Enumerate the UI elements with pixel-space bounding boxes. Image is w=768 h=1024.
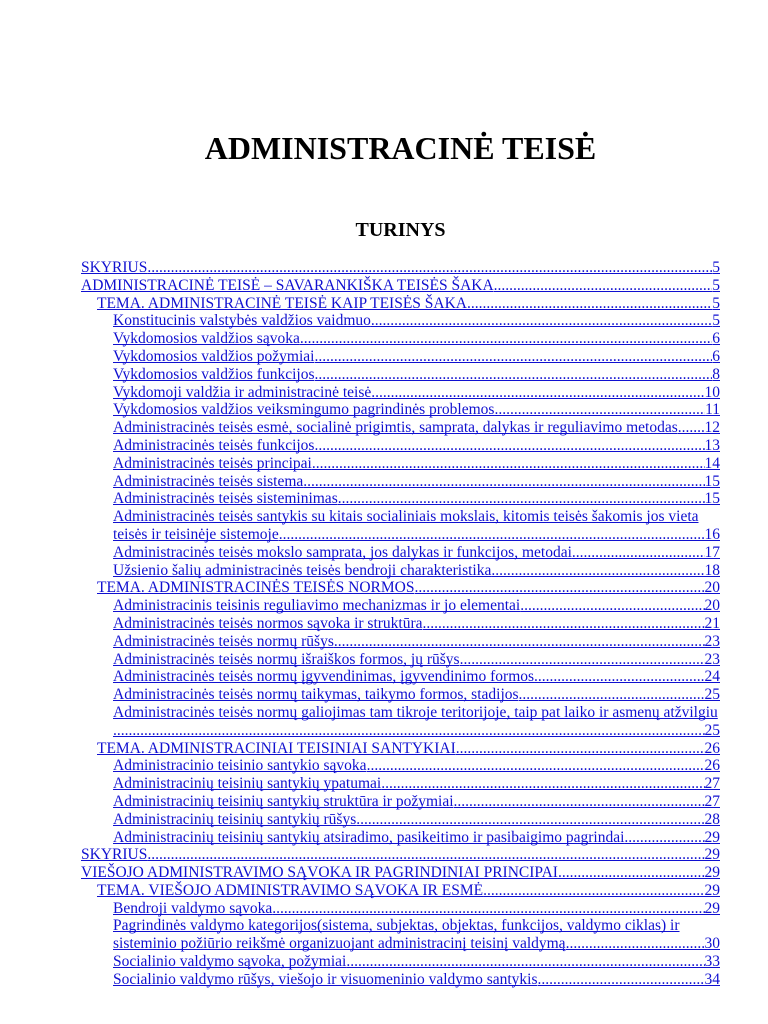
toc-entry[interactable] (113, 633, 720, 651)
toc-page-number[interactable]: 5 (712, 259, 720, 276)
toc-entry[interactable] (113, 757, 720, 775)
toc-entry[interactable] (81, 259, 720, 277)
toc-page-number[interactable]: 26 (704, 739, 720, 757)
toc-entry-title[interactable]: Socialinio valdymo rūšys, viešojo ir visuomeninio valdymo santykis (113, 970, 538, 988)
toc-page-number[interactable]: 26 (704, 757, 720, 775)
toc-page-number[interactable]: 11 (705, 401, 720, 419)
toc-page-number[interactable]: 27 (704, 775, 720, 793)
toc-line[interactable] (97, 740, 720, 758)
toc-leader[interactable] (520, 597, 720, 615)
toc-leader[interactable] (572, 544, 720, 562)
dot-leader (460, 651, 705, 669)
toc-page-number[interactable]: 29 (704, 881, 720, 899)
toc-line[interactable] (81, 259, 720, 277)
toc-line[interactable] (113, 384, 720, 402)
toc-entry-title[interactable]: Administracinės teisės santykis su kitais socialiniais mokslais, kitomis teisės šakomis jos vieta (113, 508, 699, 526)
toc-leader[interactable] (314, 437, 720, 455)
toc-entry-title[interactable]: Bendroji valdymo sąvoka (113, 899, 273, 917)
toc-entry[interactable] (113, 544, 720, 562)
toc-leader[interactable] (566, 935, 720, 953)
toc-page-number[interactable]: 24 (704, 668, 720, 686)
toc-line[interactable] (113, 775, 720, 793)
toc-line[interactable] (113, 544, 720, 562)
dot-leader (113, 722, 705, 740)
toc-entry-title[interactable]: Administracinės teisės sisteminimas (113, 490, 338, 508)
toc-entry-title[interactable]: Administracinės teisės normų rūšys (113, 632, 334, 650)
toc-entry-title[interactable]: teisės ir teisinėje sistemoje (113, 525, 279, 543)
toc-page-number[interactable]: 10 (704, 383, 720, 401)
toc-page-number[interactable]: 16 (704, 525, 720, 543)
toc-entry[interactable] (113, 917, 720, 953)
toc-leader[interactable] (371, 384, 720, 402)
toc-entry[interactable] (113, 775, 720, 793)
toc-leader[interactable] (558, 864, 720, 882)
toc-entry[interactable] (113, 953, 720, 971)
dot-leader (467, 295, 712, 313)
toc-entry[interactable] (97, 740, 720, 758)
toc-page-number[interactable]: 14 (704, 454, 720, 472)
document-title: ADMINISTRACINĖ TEISĖ (204, 130, 597, 166)
toc-leader[interactable] (300, 330, 720, 348)
toc-line[interactable] (113, 597, 720, 615)
dot-leader (491, 562, 704, 580)
dot-leader (415, 579, 705, 597)
toc-line[interactable] (97, 579, 720, 597)
toc-heading: TURINYS (355, 219, 446, 241)
toc-entry-title[interactable]: TEMA. ADMINISTRACINĖS TEISĖS NORMOS (97, 579, 415, 597)
toc-entry-title[interactable]: Vykdomosios valdžios požymiai (113, 347, 315, 365)
toc-line[interactable] (113, 953, 720, 971)
toc-line[interactable] (113, 419, 720, 437)
dot-leader (334, 633, 705, 651)
toc-entry-title[interactable]: Administracinės teisės funkcijos (113, 436, 315, 454)
toc-line[interactable] (113, 348, 720, 366)
toc-entry-title[interactable]: Administracinių teisinių santykių rūšys (113, 810, 357, 828)
toc-leader[interactable] (538, 971, 720, 989)
toc-entry[interactable] (113, 312, 720, 330)
dot-leader (494, 401, 705, 419)
toc-leader[interactable] (460, 651, 720, 669)
toc-page-number[interactable]: 5 (712, 294, 720, 312)
toc-entry[interactable] (113, 437, 720, 455)
toc-entry-title[interactable]: Administracinės teisės normų išraiškos formos, jų rūšys (113, 650, 460, 668)
toc-leader[interactable] (456, 740, 720, 758)
toc-page-number[interactable]: 30 (704, 935, 720, 953)
dot-leader (520, 597, 704, 615)
toc-line[interactable] (113, 401, 720, 419)
toc-entry-title[interactable]: TEMA. ADMINISTRACINIAI TEISINIAI SANTYKIAI (97, 739, 456, 757)
toc-entry[interactable] (113, 668, 720, 686)
toc-entry-title[interactable]: Užsienio šalių administracinės teisės bendroji charakteristika (113, 561, 492, 579)
toc-line[interactable] (113, 793, 720, 811)
toc-page-number[interactable]: 21 (704, 614, 720, 632)
toc-leader[interactable] (356, 811, 720, 829)
toc-leader[interactable] (315, 348, 721, 366)
toc-line[interactable] (113, 455, 720, 473)
toc-leader[interactable] (494, 401, 720, 419)
toc-page-number[interactable]: 27 (704, 792, 720, 810)
toc-page-number[interactable]: 20 (704, 579, 720, 597)
toc-leader[interactable] (338, 490, 720, 508)
toc-leader[interactable] (624, 829, 720, 847)
toc-entry-title[interactable]: TEMA. VIEŠOJO ADMINISTRAVIMO SĄVOKA IR ESMĖ (97, 881, 484, 899)
toc-line[interactable] (113, 829, 720, 847)
toc-line[interactable] (113, 668, 720, 686)
toc-line[interactable] (81, 846, 720, 864)
toc-line[interactable] (113, 811, 720, 829)
dot-leader (356, 811, 704, 829)
toc-page-number[interactable]: 20 (704, 597, 720, 615)
toc-entry[interactable] (113, 384, 720, 402)
toc-line[interactable] (113, 900, 720, 918)
toc-page-number[interactable]: 23 (704, 650, 720, 668)
toc-page-number[interactable]: 33 (704, 953, 720, 971)
toc-page-number[interactable]: 13 (704, 436, 720, 454)
toc-leader[interactable] (483, 882, 720, 900)
toc-page-number[interactable]: 25 (704, 721, 720, 739)
dot-leader (456, 740, 705, 758)
toc-page-number[interactable]: 8 (712, 365, 720, 383)
toc-line[interactable] (113, 437, 720, 455)
toc-entry[interactable] (81, 864, 720, 882)
dot-leader (315, 348, 713, 366)
toc-page-number[interactable]: 5 (712, 312, 720, 330)
toc-line[interactable] (81, 864, 720, 882)
toc-line[interactable] (113, 508, 720, 526)
toc-line[interactable] (113, 686, 720, 704)
toc-entry[interactable] (113, 651, 720, 669)
toc-line[interactable] (113, 330, 720, 348)
toc-line[interactable] (113, 633, 720, 651)
dot-leader (279, 526, 705, 544)
toc-leader[interactable] (147, 259, 720, 277)
toc-entry[interactable] (113, 330, 720, 348)
toc-entry[interactable] (113, 473, 720, 491)
toc-line[interactable] (113, 473, 720, 491)
dot-leader (678, 419, 705, 437)
toc-page-number[interactable]: 23 (704, 632, 720, 650)
toc-entry-title[interactable]: Vykdomosios valdžios sąvoka (113, 330, 300, 348)
toc-page-number[interactable]: 34 (704, 970, 720, 988)
dot-leader (312, 455, 705, 473)
toc-line[interactable] (113, 490, 720, 508)
dot-leader (314, 437, 704, 455)
toc-entry-title[interactable]: Administracinių teisinių santykių ypatumai (113, 775, 382, 793)
toc-entry-title[interactable]: Administracinių teisinių santykių struktūra ir požymiai (113, 792, 454, 810)
toc-line[interactable] (113, 615, 720, 633)
toc-entry-title[interactable]: Administracinės teisės normos sąvoka ir struktūra (113, 614, 423, 632)
dot-leader (272, 900, 704, 918)
dot-leader (381, 775, 704, 793)
toc-entry[interactable] (113, 829, 720, 847)
toc-line[interactable] (113, 917, 720, 935)
toc-entry[interactable] (113, 455, 720, 473)
dot-leader (538, 971, 705, 989)
toc-page-number[interactable]: 29 (704, 899, 720, 917)
table-of-contents (81, 259, 720, 989)
toc-leader[interactable] (423, 615, 720, 633)
toc-leader[interactable] (467, 295, 720, 313)
toc-entry[interactable] (113, 348, 720, 366)
toc-page-number[interactable]: 29 (704, 828, 720, 846)
toc-leader[interactable] (334, 633, 720, 651)
toc-leader[interactable] (491, 562, 720, 580)
toc-leader[interactable] (315, 366, 721, 384)
dot-leader (371, 312, 712, 330)
toc-leader[interactable] (534, 668, 720, 686)
toc-entry[interactable] (113, 971, 720, 989)
dot-leader (147, 846, 704, 864)
toc-entry-title[interactable]: Administracinio teisinio santykio sąvoka (113, 757, 367, 775)
toc-entry[interactable] (113, 793, 720, 811)
toc-entry-title[interactable]: Konstitucinis valstybės valdžios vaidmuo (113, 312, 371, 330)
toc-page-number[interactable]: 25 (704, 686, 720, 704)
dot-leader (300, 330, 712, 348)
dot-leader (494, 277, 713, 295)
toc-line[interactable] (97, 882, 720, 900)
toc-leader[interactable] (147, 846, 720, 864)
toc-entry-title[interactable]: sisteminio požiūrio reikšmė organizuojant administracinį teisinį valdymą (113, 935, 566, 953)
toc-line[interactable] (113, 526, 720, 544)
toc-leader[interactable] (519, 686, 720, 704)
toc-entry-title[interactable]: Administracinės teisės normų įgyvendinimas, įgyvendinimo formos (113, 668, 535, 686)
dot-leader (558, 864, 705, 882)
toc-entry[interactable] (97, 882, 720, 900)
toc-entry-title[interactable]: Vykdomosios valdžios funkcijos (113, 365, 315, 383)
toc-entry[interactable] (113, 615, 720, 633)
dot-leader (534, 668, 704, 686)
dot-leader (519, 686, 705, 704)
toc-page-number[interactable]: 17 (704, 543, 720, 561)
dot-leader (566, 935, 705, 953)
toc-line[interactable] (113, 704, 720, 740)
toc-line[interactable] (113, 366, 720, 384)
toc-leader[interactable] (494, 277, 720, 295)
toc-leader[interactable] (312, 455, 720, 473)
toc-line[interactable] (113, 312, 720, 330)
toc-page-number[interactable]: 29 (704, 864, 720, 882)
toc-page-number[interactable]: 12 (704, 419, 720, 437)
toc-line[interactable] (113, 651, 720, 669)
toc-leader[interactable] (346, 953, 720, 971)
toc-entry-title[interactable]: Vykdomosios valdžios veiksmingumo pagrindinės problemos (113, 401, 495, 419)
toc-entry-title[interactable]: Vykdomoji valdžia ir administracinė teisė (113, 383, 372, 401)
toc-entry[interactable] (113, 490, 720, 508)
toc-entry[interactable] (113, 508, 720, 544)
toc-entry[interactable] (113, 562, 720, 580)
toc-page-number[interactable]: 15 (704, 490, 720, 508)
toc-entry[interactable] (113, 900, 720, 918)
toc-line[interactable] (113, 562, 720, 580)
dot-leader (338, 490, 705, 508)
dot-leader (624, 829, 704, 847)
toc-entry-title[interactable]: Administracinės teisės esmė, socialinė prigimtis, samprata, dalykas ir reguliavimo metodas (113, 419, 678, 437)
toc-leader[interactable] (113, 722, 720, 740)
toc-entry-title[interactable]: Administracinės teisės sistema (113, 472, 304, 490)
toc-entry-title[interactable]: SKYRIUS (81, 259, 148, 276)
dot-leader (423, 615, 705, 633)
toc-page-number[interactable]: 28 (704, 810, 720, 828)
toc-entry-title[interactable]: Administracinių teisinių santykių atsiradimo, pasikeitimo ir pasibaigimo pagrindai (113, 828, 625, 846)
toc-leader[interactable] (678, 419, 720, 437)
toc-entry[interactable] (81, 277, 720, 295)
toc-page-number[interactable]: 29 (704, 846, 720, 864)
toc-leader[interactable] (303, 473, 720, 491)
toc-page-number[interactable]: 15 (704, 472, 720, 490)
toc-entry-title[interactable]: Administracinės teisės normų galiojimas tam tikroje teritorijoje, taip pat laiko ir asmenų atžvilgiu (113, 703, 718, 721)
toc-line[interactable] (81, 277, 720, 295)
toc-leader[interactable] (279, 526, 720, 544)
toc-entry-title[interactable]: ADMINISTRACINĖ TEISĖ – SAVARANKIŠKA TEISĖS ŠAKA (81, 276, 494, 294)
toc-entry[interactable] (113, 597, 720, 615)
toc-entry[interactable] (97, 295, 720, 313)
toc-leader[interactable] (272, 900, 720, 918)
toc-page-number[interactable]: 5 (712, 276, 720, 294)
dot-leader (483, 882, 704, 900)
dot-leader (454, 793, 705, 811)
toc-entry-title[interactable]: Administracinės teisės normų taikymas, taikymo formos, stadijos (113, 686, 519, 704)
toc-entry[interactable] (113, 811, 720, 829)
toc-line[interactable] (113, 757, 720, 775)
toc-page-number[interactable]: 6 (712, 347, 720, 365)
toc-entry-title[interactable]: Administracinės teisės principai (113, 454, 312, 472)
toc-page-number[interactable]: 6 (712, 330, 720, 348)
toc-leader[interactable] (367, 757, 720, 775)
toc-leader[interactable] (454, 793, 720, 811)
toc-line[interactable] (113, 971, 720, 989)
toc-entry[interactable] (97, 579, 720, 597)
dot-leader (346, 953, 704, 971)
dot-leader (572, 544, 705, 562)
toc-leader[interactable] (415, 579, 721, 597)
toc-entry-title[interactable]: Socialinio valdymo sąvoka, požymiai (113, 953, 347, 971)
toc-entry[interactable] (113, 366, 720, 384)
dot-leader (315, 366, 713, 384)
toc-leader[interactable] (381, 775, 720, 793)
toc-entry-title[interactable]: Administracinės teisės mokslo samprata, jos dalykas ir funkcijos, metodai (113, 543, 572, 561)
toc-page-number[interactable]: 18 (704, 561, 720, 579)
toc-entry-title[interactable]: Pagrindinės valdymo kategorijos(sistema, subjektas, objektas, funkcijos, valdymo ciklas) ir (113, 917, 680, 935)
toc-entry[interactable] (113, 419, 720, 437)
toc-entry[interactable] (113, 686, 720, 704)
toc-entry[interactable] (113, 401, 720, 419)
dot-leader (303, 473, 704, 491)
toc-leader[interactable] (371, 312, 720, 330)
toc-entry-title[interactable]: Administracinis teisinis reguliavimo mechanizmas ir jo elementai (113, 597, 521, 615)
toc-entry[interactable] (81, 846, 720, 864)
dot-leader (371, 384, 704, 402)
toc-line[interactable] (97, 295, 720, 313)
toc-entry-title[interactable]: SKYRIUS (81, 846, 148, 864)
dot-leader (367, 757, 705, 775)
toc-line[interactable] (113, 935, 720, 953)
toc-entry-title[interactable]: VIEŠOJO ADMINISTRAVIMO SĄVOKA IR PAGRINDINIAI PRINCIPAI (81, 864, 558, 882)
dot-leader (147, 259, 712, 277)
toc-entry-title[interactable]: TEMA. ADMINISTRACINĖ TEISĖ KAIP TEISĖS ŠAKA (97, 294, 468, 312)
toc-entry[interactable] (113, 704, 720, 740)
